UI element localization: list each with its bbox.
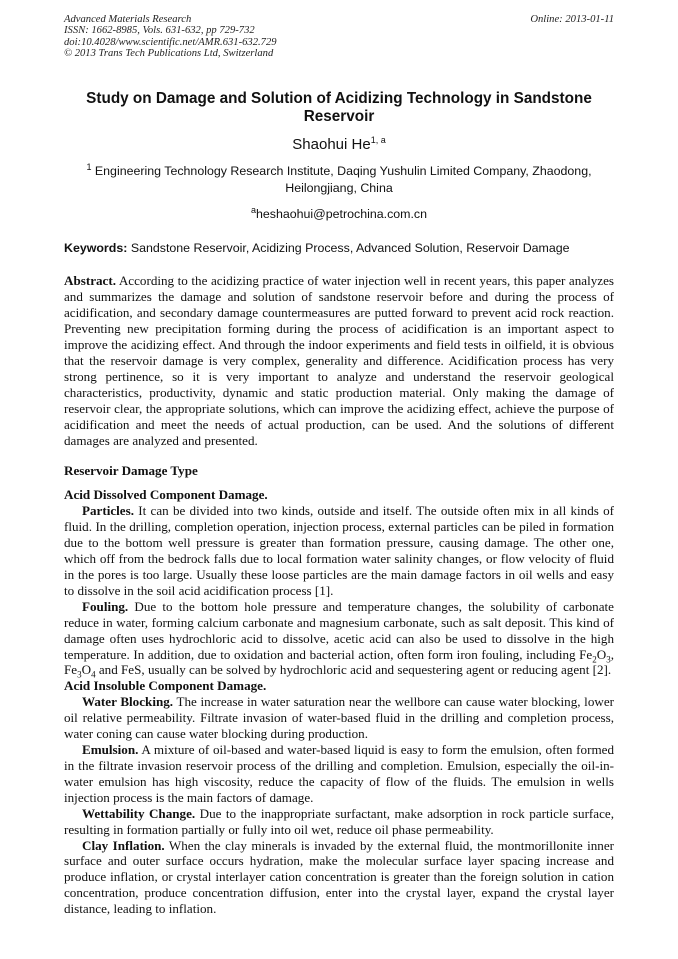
fe3o4-sub-2: 4 <box>91 670 96 681</box>
wettability-text: Due to the inappropriate surfactant, make adsorption in rock particle surface, resulting in formation partially or fully into oil wet, reduce oil phase permeability. <box>64 805 614 837</box>
affiliation-superscript: 1 <box>86 162 92 173</box>
fe3o4-fe: , Fe <box>64 646 614 678</box>
particles-text: It can be divided into two kinds, outside and itself. The outside often mix in all kinds of fluid. In the drilling, completion operation, injection process, external particles can be piled in formation due to the bottom well pressure is greater than formation pressure, causing damage. The other one, which off from the bedrock falls due to local formation water salinity changes, or flow velocity of fluid in the pores is too large. Usually these loose particles are the main damage factors in oil wells and easy to dissolve in the soil acid acidification process [1]. <box>64 503 615 598</box>
paragraph-wettability <box>64 806 614 838</box>
clay-text: When the clay minerals is invaded by the external fluid, the montmorillonite inner surface and outer surface occurs hydration, make the molecular surface layer spacing increase and produce inflation, or crystal interlayer cation concentration is greater than the foreign solution in cation concentration, produce concentration diffusion, enter into the crystal layer, expand the crystal layer distance, leading to inflation. <box>64 837 614 917</box>
paragraph-emulsion <box>64 742 614 806</box>
email-line <box>64 202 614 222</box>
section-heading: Reservoir Damage Type <box>64 463 198 479</box>
fe3o4-o: O <box>81 662 92 678</box>
subsection-acid-insoluble: Acid Insoluble Component Damage. <box>64 678 267 694</box>
affiliation <box>64 159 614 196</box>
clay-label: Clay Inflation. <box>82 837 165 853</box>
fe3o4-sub-1: 3 <box>77 670 82 681</box>
journal-name: Advanced Materials Research <box>64 14 192 25</box>
journal-copyright: © 2013 Trans Tech Publications Ltd, Switzerland <box>64 47 274 59</box>
abstract-label: Abstract. <box>64 273 116 289</box>
paragraph-clay-inflation <box>64 838 614 918</box>
paragraph-fouling <box>64 599 614 679</box>
fe2o3-o: O <box>596 646 607 662</box>
wettability-label: Wettability Change. <box>82 805 196 821</box>
fouling-text-2: and FeS, usually can be solved by hydrochloric acid and sequestering agent or reducing agent [2]. <box>95 662 612 678</box>
water-label: Water Blocking. <box>82 694 174 710</box>
paper-page <box>64 14 614 917</box>
email-superscript: a <box>250 205 256 216</box>
journal-header <box>64 14 614 59</box>
keywords <box>64 240 614 256</box>
affiliation-text: Engineering Technology Research Institute, Daqing Yushulin Limited Company, Zhaodong, Heilongjiang, China <box>94 164 592 195</box>
particles-label: Particles. <box>82 503 134 519</box>
author-name: Shaohui He <box>292 136 371 154</box>
fe2o3-sub-1: 2 <box>592 654 597 665</box>
fe2o3-sub-2: 3 <box>606 654 611 665</box>
author-superscript: 1, a <box>370 135 386 146</box>
keywords-label: Keywords: <box>64 241 128 256</box>
journal-issn: ISSN: 1662-8985, Vols. 631-632, pp 729-732 <box>64 25 255 37</box>
fouling-text-1: Due to the bottom hole pressure and temperature changes, the solubility of carbonate reduce in water, forming calcium carbonate and magnesium carbonate, such as salt deposit. This kind of damage often uses hydrochloric acid to dissolve, acetic acid can also be used to dissolve in the high temperature. In addition, due to oxidation and bacterial action, often form iron fouling, including Fe <box>64 598 614 662</box>
keywords-text: Sandstone Reservoir, Acidizing Process, Advanced Solution, Reservoir Damage <box>130 241 570 256</box>
abstract-text: According to the acidizing practice of water injection well in recent years, this paper analyzes and summarizes the damage and solution of sandstone reservoir before and during the process of acidification, and secondary damage countermeasures are putted forward to prevent acid rock reaction. Preventing new precipitation forming during the process of acidification is an important aspect to improve the acidizing effect. And through the indoor experiments and field tests in oilfield, it is obvious that the reservoir damage is very complex, generality and difference. Acidification process has very strong pertinence, so it is very important to analyze and understand the reservoir geological characteristics, productivity, dynamic and static production material. Only making the damage of reservoir clear, the appropriate solutions, which can improve the acidizing effect, achieve the purpose of acidification and meet the needs of actual production, can be used. And the solutions of different damages are analyzed and presented. <box>64 273 614 448</box>
fouling-label: Fouling. <box>82 598 129 614</box>
paragraph-particles <box>64 503 614 598</box>
author-line <box>64 131 614 154</box>
emulsion-label: Emulsion. <box>82 742 139 758</box>
subsection-acid-dissolved: Acid Dissolved Component Damage. <box>64 487 268 503</box>
journal-doi: doi:10.4028/www.scientific.net/AMR.631-632.729 <box>64 36 277 48</box>
emulsion-text: A mixture of oil-based and water-based liquid is easy to form the emulsion, often formed in the filtrate invasion reservoir process of the drilling and completion. Emulsion, especially the oil-in-water emulsion has high viscosity, reduce the capacity of flow of the fluids. The emulsion in wells injection process is the main factors of damage. <box>64 742 614 805</box>
water-text: The increase in water saturation near the wellbore can cause water blocking, lower oil relative permeability. Filtrate invasion of water-based fluid in the drilling and completion process, water coning can cause water blocking during production. <box>64 694 614 742</box>
paper-title: Study on Damage and Solution of Acidizing Technology in Sandstone Reservoir <box>86 90 592 126</box>
author-email: heshaohui@petrochina.com.cn <box>256 207 428 222</box>
paragraph-water-blocking <box>64 694 614 742</box>
abstract <box>64 273 614 448</box>
online-date: Online: 2013-01-11 <box>530 14 614 25</box>
